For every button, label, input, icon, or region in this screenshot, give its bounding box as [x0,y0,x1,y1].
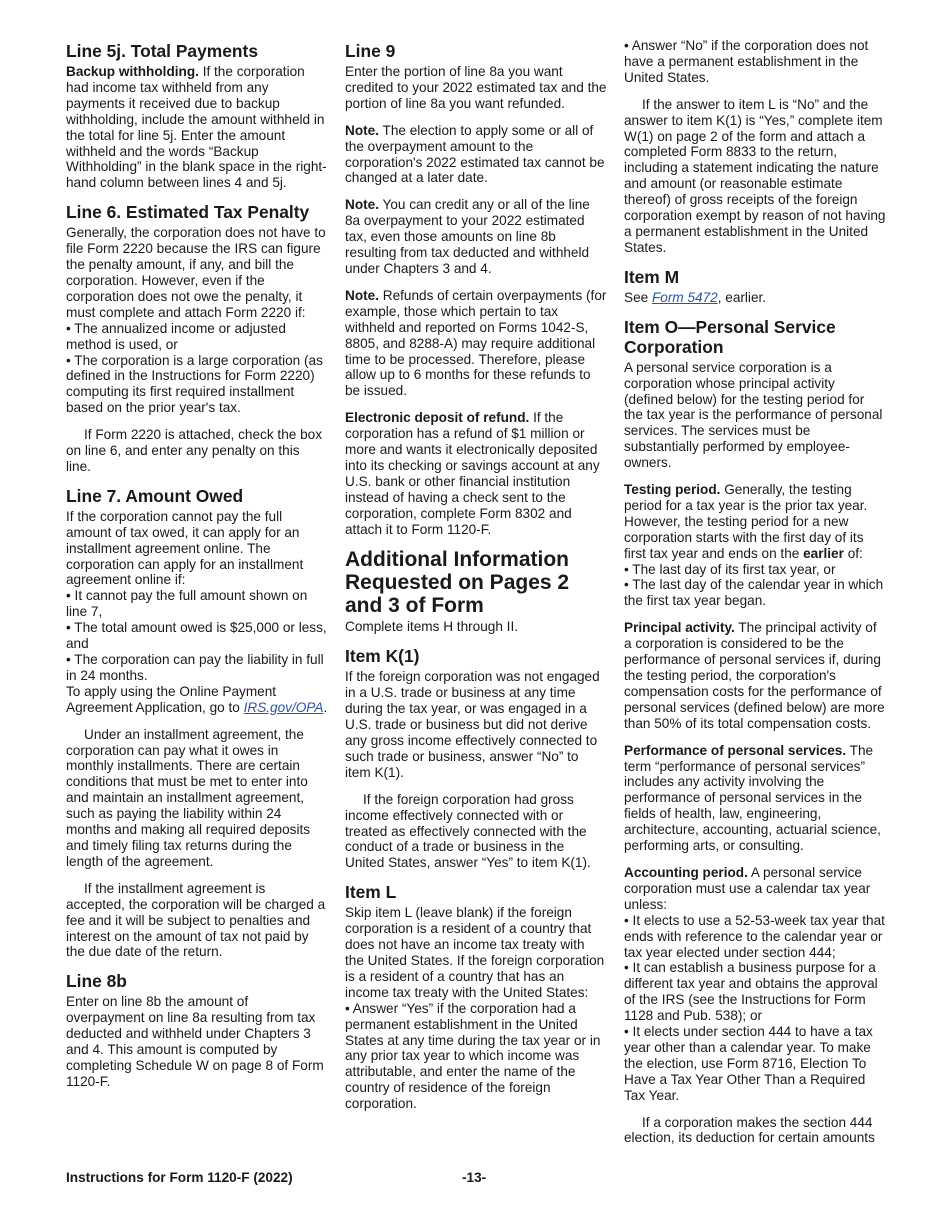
bullet-line7-2: • The total amount owed is $25,000 or less, and [66,620,327,652]
text-accounting-period: A personal service corporation must use a calendar tax year unless: [624,864,871,912]
text-performance: The term “performance of personal services” includes any activity involving the performance of personal services in the fields of health, law, engineering, architecture, accounting, actuarial science, performing arts, or consulting. [624,742,881,854]
bullet-testing-2: • The last day of the calendar year in which the first tax year began. [624,577,884,609]
paragraph-testing-period [624,482,886,562]
note-lead: Note. [345,287,379,303]
heading-line-7: Line 7. Amount Owed [66,485,244,506]
paragraph-line6-attach: If Form 2220 is attached, check the box on line 6, and enter any penalty on this line. [66,427,323,474]
text-itemm-pre: See [624,289,652,305]
paragraph-electronic-deposit [345,410,607,537]
column-2 [345,38,607,1123]
paragraph-itemk1-no: If the foreign corporation was not engaged in a U.S. trade or business at any time during the tax year, or was engaged in a U.S. trade or business but did not derive any gross income effectively connected to such trade or business, answer “No” to item K(1). [345,669,600,780]
paragraph-line6-intro: Generally, the corporation does not have to file Form 2220 because the IRS can figure the penalty amount, if any, and bill the corporation. However, even if the corporation does not owe the penalty, it must complete and attach Form 2220 if: [66,225,326,320]
paragraph-complete-items: Complete items H through II. [345,619,519,635]
lead-backup-withholding: Backup withholding. [66,64,199,79]
note-3-text: Refunds of certain overpayments (for example, those which pertain to tax withheld and reported on Forms 1042-S, 8805, and 8288-A) may require additional time to be processed. Therefore, please allow up to 6 months for these refunds to be issued. [345,287,607,399]
lead-principal-activity: Principal activity. [624,620,735,636]
bullet-line7-3: • The corporation can pay the liability in full in 24 months. [66,652,324,683]
heading-line-5j: Line 5j. Total Payments [66,41,258,61]
lead-testing-period: Testing period. [624,482,721,498]
note-3 [345,288,607,399]
text-testing-period: Generally, the testing period for a tax year is the prior tax year. However, the testing period for a new corporation starts with the first day of its first tax year and ends on the [624,482,868,561]
bullet-acct-1: • It elects to use a 52-53-week tax year that ends with reference to the calendar year or tax year elected under section 444; [624,912,885,960]
note-2-text: You can credit any or all of the line 8a overpayment to your 2022 estimated tax, even those amounts on line 8b resulting from tax deducted and withheld under Chapters 3 and 4. [345,197,590,276]
page-number: -13- [462,1170,487,1185]
heading-item-l: Item L [345,882,397,903]
bullet-iteml-no: • Answer “No” if the corporation does not have a permanent establishment in the United States. [624,38,869,85]
heading-item-m: Item M [624,266,680,287]
note-1 [345,123,607,187]
text-electronic-deposit: If the corporation has a refund of $1 million or more and wants it electronically deposited into its checking or savings account at any U.S. bank or other financial institution instead of having a check sent to the corporation, complete Form 8302 and attach it to Form 1120-F. [345,410,600,537]
paragraph-iteml: Skip item L (leave blank) if the foreign corporation is a resident of a country that does not have an income tax treaty with the United States. If the foreign corporation is a resident of a country that has an income tax treaty with the United States: [345,905,605,1000]
note-lead: Note. [345,122,379,138]
text-online-post: . [323,699,328,715]
paragraph-line7-online [66,684,328,716]
heading-item-k1: Item K(1) [345,646,420,667]
column-3 [624,38,886,1146]
text-earlier: earlier [803,545,844,561]
column-1 [66,38,328,1101]
heading-line-6: Line 6. Estimated Tax Penalty [66,202,310,223]
paragraph-itemk1-yes: If the foreign corporation had gross income effectively connected with or treated as effectively connected with the conduct of a trade or business in the United States, answer “Yes” to item K(1). [345,791,591,871]
heading-additional-information: Additional Information Requested on Pages 2 and 3 of Form [345,548,570,618]
paragraph-backup-withholding [66,64,328,191]
bullet-testing-1: • The last day of its first tax year, or [624,561,836,577]
paragraph-itemm [624,290,886,306]
paragraph-iteml-answer: If the answer to item L is “No” and the answer to item K(1) is “Yes,” complete item W(1) on page 2 of the form and attach a completed Form 8833 to the return, including a statement indicating the nature and amount (or reasonable estimate thereof) of gross receipts of the foreign corporation exempt by reason of not having a permanent establishment in the United States. [624,96,886,255]
paragraph-performance [624,743,886,854]
paragraph-line8b: Enter on line 8b the amount of overpayment on line 8a resulting from tax deducted and withheld under Chapters 3 and 4. This amount is computed by completing Schedule W on page 8 of Form 1120-F. [66,994,324,1089]
paragraph-line7-accepted: If the installment agreement is accepted, the corporation will be charged a fee and it will be subject to penalties and interest on the amount of tax not paid by the due date of the return. [66,880,326,960]
link-irs-opa[interactable]: IRS.gov/OPA [243,699,324,715]
bullet-line7-1: • It cannot pay the full amount shown on line 7, [66,588,308,620]
bullet-line6-1: • The annualized income or adjusted method is used, or [66,320,286,352]
paragraph-line7-intro: If the corporation cannot pay the full amount of tax owed, it can apply for an installment agreement online. The corporation can apply for an installment agreement online if: [66,508,304,588]
footer-title: Instructions for Form 1120-F (2022) [66,1170,293,1185]
lead-electronic-deposit: Electronic deposit of refund. [345,410,530,426]
note-lead: Note. [345,197,379,213]
paragraph-itemo: A personal service corporation is a corporation whose principal activity (defined below) for the testing period for the tax year is the performance of personal services. The services must be substantially performed by employee-owners. [624,359,883,471]
paragraph-line9: Enter the portion of line 8a you want credited to your 2022 estimated tax and the portion of line 8a you want refunded. [345,64,607,111]
bullet-iteml-yes: • Answer “Yes” if the corporation had a permanent establishment in the United States at any time during the tax year or in any prior tax year to which income was attributable, and enter the name of the country of residence of the foreign corporation. [345,1000,601,1112]
paragraph-principal-activity [624,620,886,731]
bullet-line6-2: • The corporation is a large corporation (as defined in the Instructions for Form 2220) computing its first required installment based on the prior year's tax. [66,352,323,416]
note-2 [345,197,607,277]
bullet-acct-3: • It elects under section 444 to have a tax year other than a calendar year. To make the election, use Form 8716, Election To Have a Tax Year Other Than a Required Tax Year. [624,1024,873,1103]
text-itemm-post: , earlier. [717,289,767,305]
text-backup-withholding: If the corporation had income tax withheld from any payments it received due to backup withholding, include the amount withheld in the total for line 5j. Enter the amount withheld and the words “Backup Withholding” in the blank space in the right-hand column between lines 4 and 5j. [66,64,327,191]
lead-accounting-period: Accounting period. [624,864,748,880]
text-online-pre: To apply using the Online Payment Agreement Application, go to [66,683,277,715]
note-1-text: The election to apply some or all of the overpayment amount to the corporation's 2022 estimated tax cannot be changed at a later date. [345,122,605,186]
bullet-acct-2: • It can establish a business purpose for a different tax year and obtains the approval of the IRS (see the Instructions for Form 1128 and Pub. 538); or [624,960,878,1024]
heading-line-8b: Line 8b [66,971,127,992]
text-principal-activity: The principal activity of a corporation is considered to be the performance of personal services if, during the testing period, the corporation's compensation costs for the performance of personal services (defined below) are more than 50% of its total compensation costs. [624,620,885,731]
text-testing-end: of: [843,545,863,561]
paragraph-accounting-period [624,865,886,913]
link-form-5472[interactable]: Form 5472 [651,289,718,305]
lead-performance: Performance of personal services. [624,742,847,758]
paragraph-line7-installment: Under an installment agreement, the corporation can pay what it owes in monthly installments. There are certain conditions that must be met to enter into and maintain an installment agreement, such as paying the liability within 24 months and making all required deposits and timely filing tax returns during the length of the agreement. [66,726,311,869]
heading-line-9: Line 9 [345,41,396,61]
paragraph-section-444: If a corporation makes the section 444 election, its deduction for certain amounts [624,1114,875,1146]
heading-item-o: Item O—Personal Service Corporation [624,316,836,357]
